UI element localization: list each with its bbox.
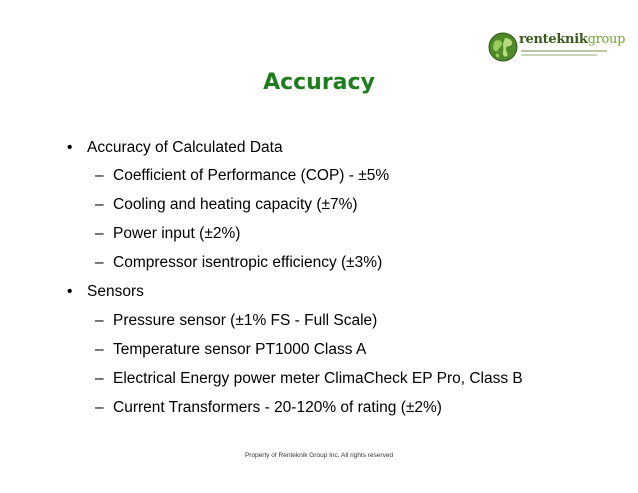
logo-wordmark <box>519 33 625 47</box>
dash-marker: – <box>95 167 104 184</box>
bullet-marker: • <box>67 139 73 156</box>
logo-word-part1: renteknik <box>519 32 588 47</box>
sub-bullet-text: Current Transformers - 20-120% of rating (±2%) <box>113 399 442 416</box>
sub-bullet-text: Power input (±2%) <box>113 225 241 242</box>
slide-footer: Property of Renteknik Group Inc. All rights reserved <box>244 452 394 459</box>
bullet-text: Sensors <box>87 283 144 300</box>
sub-bullet-text: Temperature sensor PT1000 Class A <box>113 341 367 358</box>
sub-bullet-text: Pressure sensor (±1% FS - Full Scale) <box>113 312 378 329</box>
globe-logo-icon <box>488 32 518 62</box>
bullet-text: Accuracy of Calculated Data <box>87 139 283 156</box>
company-logo <box>488 30 626 64</box>
sub-bullet-text: Cooling and heating capacity (±7%) <box>113 196 358 213</box>
sub-bullet-text: Coefficient of Performance (COP) - ±5% <box>113 167 390 184</box>
dash-marker: – <box>95 254 104 271</box>
dash-marker: – <box>95 370 104 387</box>
slide-title: Accuracy <box>263 70 375 95</box>
dash-marker: – <box>95 225 104 242</box>
logo-tagline-line <box>521 54 597 56</box>
dash-marker: – <box>95 312 104 329</box>
logo-word-part2: group <box>587 32 626 47</box>
dash-marker: – <box>95 341 104 358</box>
bullet-marker: • <box>67 283 73 300</box>
logo-tagline-line <box>521 50 607 52</box>
dash-marker: – <box>95 399 104 416</box>
sub-bullet-text: Compressor isentropic efficiency (±3%) <box>113 254 383 271</box>
dash-marker: – <box>95 196 104 213</box>
sub-bullet-text: Electrical Energy power meter ClimaCheck EP Pro, Class B <box>113 370 523 387</box>
